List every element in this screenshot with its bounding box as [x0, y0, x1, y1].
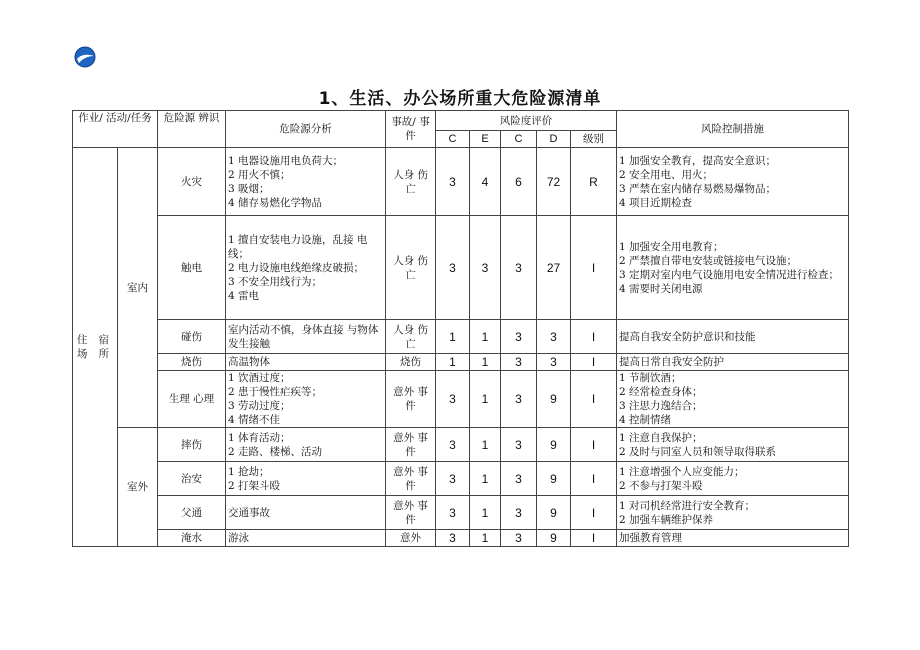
control-cell — [617, 320, 849, 354]
control-cell — [617, 148, 849, 216]
control-cell — [617, 462, 849, 496]
c-value-cell: 3 — [436, 428, 470, 462]
text-line: 3 劳动过度； — [228, 400, 291, 412]
page-title: 1、生活、办公场所重大危险源清单 — [318, 89, 602, 109]
level-cell: I — [571, 216, 617, 320]
c2-value-cell: 3 — [501, 530, 537, 547]
header-risk-eval: 风险度评价 — [436, 111, 617, 131]
header-col-d: D — [537, 131, 571, 148]
text-line: 4 雷电 — [228, 289, 260, 302]
d-value-cell: 9 — [537, 462, 571, 496]
analysis-cell — [226, 148, 386, 216]
analysis-cell — [226, 216, 386, 320]
text-line: 1 对司机经常进行安全教育； — [619, 499, 756, 512]
accident-cell: 意外 事件 — [386, 496, 436, 530]
accident-cell: 意外 事件 — [386, 428, 436, 462]
table-row — [73, 496, 849, 530]
level-cell: I — [571, 354, 617, 371]
text-line: 4 控制情绪 — [619, 414, 672, 426]
accident-cell: 人身 伤亡 — [386, 216, 436, 320]
control-cell — [617, 216, 849, 320]
table-row — [73, 428, 849, 462]
e-value-cell: 1 — [470, 496, 501, 530]
hazard-cell: 火灾 — [158, 148, 226, 216]
c2-value-cell: 3 — [501, 462, 537, 496]
text-line: 高温物体 — [228, 356, 271, 368]
site-cell: 住 宿 场 所 — [73, 148, 118, 547]
c-value-cell: 3 — [436, 530, 470, 547]
analysis-cell — [226, 354, 386, 371]
d-value-cell: 3 — [537, 320, 571, 354]
header-hazard-id: 危险源 辨识 — [158, 111, 226, 148]
level-cell: I — [571, 462, 617, 496]
text-line: 提高自我安全防护意识和技能 — [619, 330, 756, 343]
text-line: 2 经常检查身体； — [619, 386, 703, 398]
header-col-e: E — [470, 131, 501, 148]
text-line: 1 体育活动； — [228, 431, 291, 444]
e-value-cell: 3 — [470, 216, 501, 320]
e-value-cell: 1 — [470, 462, 501, 496]
hazard-cell: 摔伤 — [158, 428, 226, 462]
level-cell: I — [571, 320, 617, 354]
text-line: 1 节制饮酒； — [619, 372, 682, 384]
e-value-cell: 4 — [470, 148, 501, 216]
c-value-cell: 3 — [436, 148, 470, 216]
text-line: 1 注意自我保护； — [619, 431, 703, 444]
accident-cell: 人身 伤亡 — [386, 320, 436, 354]
c2-value-cell: 6 — [501, 148, 537, 216]
text-line: 1 加强安全教育，提高安全意识； — [619, 154, 777, 167]
text-line: 游泳 — [228, 532, 250, 544]
text-line: 4 储存易燃化学物品 — [228, 196, 323, 209]
control-cell — [617, 354, 849, 371]
area-cell-indoor: 室内 — [118, 148, 158, 428]
text-line: 2 电力设施电线绝缘皮破损； — [228, 261, 365, 274]
text-line: 1 擅自安装电力设施，乱接 电线； — [228, 233, 368, 260]
hazard-cell: 治安 — [158, 462, 226, 496]
c-value-cell: 3 — [436, 462, 470, 496]
text-line: 1 加强安全用电教育； — [619, 240, 724, 253]
d-value-cell: 9 — [537, 371, 571, 428]
table-row — [73, 462, 849, 496]
header-analysis: 危险源分析 — [226, 111, 386, 148]
e-value-cell: 1 — [470, 530, 501, 547]
header-activity: 作业/ 活动/任务 — [73, 111, 158, 148]
text-line: 2 及时与同室人员和领导取得联系 — [619, 445, 777, 458]
text-line: 4 情绪不佳 — [228, 414, 281, 426]
text-line: 2 打架斗殴 — [228, 479, 281, 492]
accident-cell: 人身 伤亡 — [386, 148, 436, 216]
table-row — [73, 354, 849, 371]
hazard-table — [72, 110, 849, 547]
text-line: 2 走路、楼梯、活动 — [228, 445, 323, 458]
analysis-cell — [226, 530, 386, 547]
analysis-cell — [226, 462, 386, 496]
d-value-cell: 9 — [537, 530, 571, 547]
e-value-cell: 1 — [470, 428, 501, 462]
text-line: 室内活动不慎，身体直接 与物体发生接触 — [228, 323, 379, 350]
hazard-cell: 父通 — [158, 496, 226, 530]
text-line: 2 患于慢性疟疾等； — [228, 386, 323, 398]
table-row — [73, 371, 849, 428]
text-line: 交通事故 — [228, 506, 271, 519]
c2-value-cell: 3 — [501, 371, 537, 428]
table-row — [73, 216, 849, 320]
d-value-cell: 72 — [537, 148, 571, 216]
c2-value-cell: 3 — [501, 216, 537, 320]
text-line: 加强教育管理 — [619, 532, 683, 544]
hazard-cell: 触电 — [158, 216, 226, 320]
control-cell — [617, 371, 849, 428]
c2-value-cell: 3 — [501, 320, 537, 354]
c-value-cell: 1 — [436, 354, 470, 371]
c-value-cell: 1 — [436, 320, 470, 354]
text-line: 1 电器设施用电负荷大； — [228, 154, 344, 167]
level-cell: I — [571, 530, 617, 547]
header-accident: 事故/ 事件 — [386, 111, 436, 148]
e-value-cell: 1 — [470, 354, 501, 371]
d-value-cell: 9 — [537, 496, 571, 530]
header-col-c: C — [436, 131, 470, 148]
level-cell: R — [571, 148, 617, 216]
accident-cell: 烧伤 — [386, 354, 436, 371]
text-line: 1 饮酒过度； — [228, 372, 291, 384]
c2-value-cell: 3 — [501, 428, 537, 462]
control-cell — [617, 530, 849, 547]
e-value-cell: 1 — [470, 320, 501, 354]
d-value-cell: 27 — [537, 216, 571, 320]
c-value-cell: 3 — [436, 216, 470, 320]
analysis-cell — [226, 320, 386, 354]
c-value-cell: 3 — [436, 496, 470, 530]
c-value-cell: 3 — [436, 371, 470, 428]
analysis-cell — [226, 496, 386, 530]
hazard-cell: 烧伤 — [158, 354, 226, 371]
text-line: 3 严禁在室内储存易燃易爆物品； — [619, 182, 777, 195]
text-line: 3 不安全用线行为； — [228, 275, 323, 288]
hazard-cell: 碰伤 — [158, 320, 226, 354]
hazard-cell: 生理 心理 — [158, 371, 226, 428]
accident-cell: 意外 事件 — [386, 462, 436, 496]
e-value-cell: 1 — [470, 371, 501, 428]
text-line: 2 用火不慎； — [228, 168, 291, 181]
text-line: 3 注思力逸结合； — [619, 400, 703, 412]
accident-cell: 意外 事件 — [386, 371, 436, 428]
text-line: 2 安全用电、用火； — [619, 168, 714, 181]
c2-value-cell: 3 — [501, 496, 537, 530]
table-row — [73, 148, 849, 216]
level-cell: I — [571, 371, 617, 428]
control-cell — [617, 428, 849, 462]
analysis-cell — [226, 371, 386, 428]
text-line: 4 项目近期检查 — [619, 196, 693, 209]
c2-value-cell: 3 — [501, 354, 537, 371]
level-cell: I — [571, 496, 617, 530]
area-cell-outdoor: 室外 — [118, 428, 158, 547]
text-line: 2 不参与打架斗殴 — [619, 479, 703, 492]
text-line: 3 吸烟； — [228, 182, 270, 195]
text-line: 1 注意增强个人应变能力； — [619, 465, 745, 478]
text-line: 2 加强车辆维护保养 — [619, 513, 714, 526]
header-col-c2: C — [501, 131, 537, 148]
level-cell: I — [571, 428, 617, 462]
text-line: 1 抢劫； — [228, 465, 270, 478]
hazard-cell: 淹水 — [158, 530, 226, 547]
text-line: 提高日常自我安全防护 — [619, 356, 725, 368]
text-line: 2 严禁擅自带电安装或链接电气设施； — [619, 254, 798, 267]
table-row — [73, 530, 849, 547]
logo-icon — [74, 46, 96, 68]
analysis-cell — [226, 428, 386, 462]
table-row — [73, 320, 849, 354]
header-col-level: 级别 — [571, 131, 617, 148]
accident-cell: 意外 — [386, 530, 436, 547]
d-value-cell: 3 — [537, 354, 571, 371]
d-value-cell: 9 — [537, 428, 571, 462]
header-control: 风险控制措施 — [617, 111, 849, 148]
text-line: 4 需要时关闭电源 — [619, 282, 703, 295]
text-line: 3 定期对室内电气设施用电安全情况进行检查； — [619, 268, 840, 281]
control-cell — [617, 496, 849, 530]
